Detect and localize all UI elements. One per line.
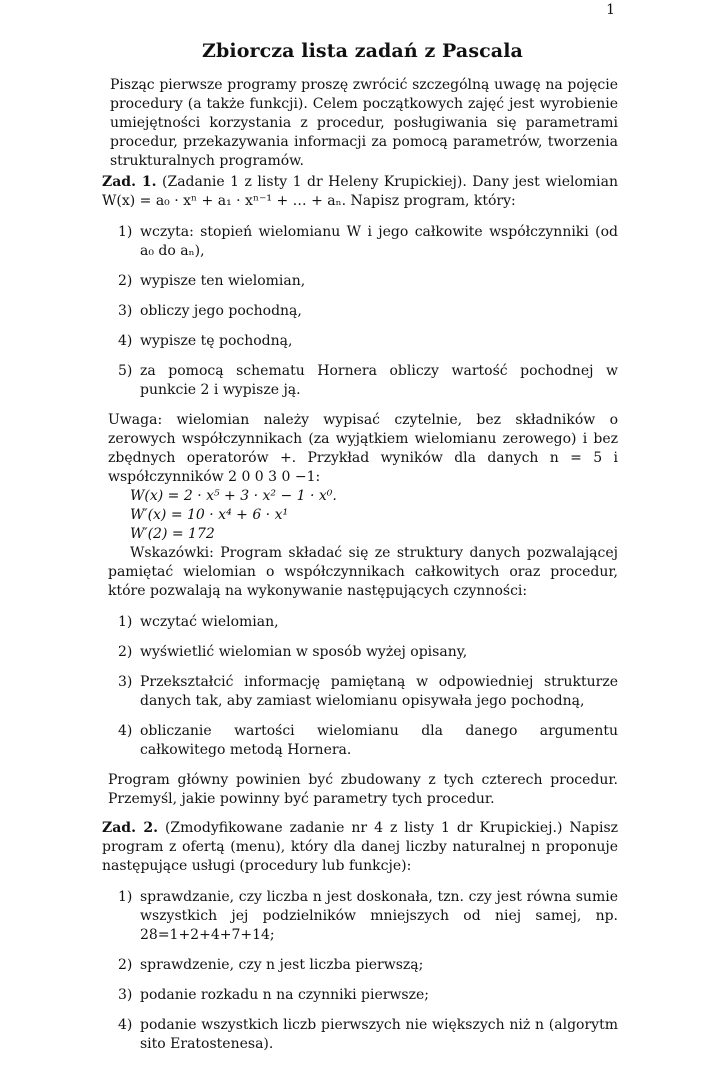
item-number: 3)	[118, 987, 133, 1003]
list-item	[108, 302, 618, 321]
list-item	[108, 956, 618, 975]
item-text: obliczanie wartości wielomianu dla danego argumentu całkowitego metodą Hornera.	[140, 723, 618, 758]
zad2-label: Zad. 2.	[102, 820, 158, 836]
item-number: 2)	[118, 273, 133, 289]
zad1-closing: Program główny powinien być zbudowany z tych czterech procedur. Przemyśl, jakie powinny być parametry tych procedur.	[108, 772, 618, 807]
item-text: wyświetlić wielomian w sposób wyżej opisany,	[140, 644, 468, 660]
item-number: 2)	[118, 644, 133, 660]
list-item	[108, 643, 618, 662]
page-title: Zbiorcza lista zadań z Pascala	[202, 40, 523, 62]
list-item	[108, 888, 618, 945]
item-text: wypisze tę pochodną,	[140, 333, 293, 349]
item-number: 4)	[118, 333, 133, 349]
list-item	[108, 722, 618, 760]
item-number: 3)	[118, 303, 133, 319]
item-number: 4)	[118, 723, 133, 739]
item-text: obliczy jego pochodną,	[140, 303, 302, 319]
item-number: 4)	[118, 1017, 133, 1033]
intro-paragraph: Pisząc pierwsze programy proszę zwrócić szczególną uwagę na pojęcie procedury (a także funkcji). Celem początkowych zajęć jest wyrobienie umiejętności korzystania z procedur, posługiwania się parametrami procedur, przekazywania informacji za pomocą parametrów, tworzenia strukturalnych programów.	[110, 77, 618, 169]
item-text: za pomocą schematu Hornera obliczy wartość pochodnej w punkcie 2 i wypisze ją.	[140, 363, 618, 398]
formula-line: W(x) = 2 · x⁵ + 3 · x² − 1 · x⁰.	[130, 488, 337, 504]
list-item	[108, 272, 618, 291]
item-text: podanie rozkadu n na czynniki pierwsze;	[140, 987, 429, 1003]
zad1-note: Uwaga: wielomian należy wypisać czytelnie, bez składników o zerowych współczynnikach (za wyjątkiem wielomianu zerowego) i bez zbędnych operatorów +. Przykład wyników dla danych n = 5 i współczynników 2 0 0 3 0 −1:	[108, 412, 618, 485]
formula-line: W′(x) = 10 · x⁴ + 6 · x¹	[130, 507, 289, 523]
list-item	[108, 1016, 618, 1054]
zad1-heading	[102, 173, 618, 211]
item-number: 1)	[118, 614, 133, 630]
item-text: podanie wszystkich liczb pierwszych nie większych niż n (algorytm sito Eratostenesa).	[140, 1017, 618, 1052]
item-text: wypisze ten wielomian,	[140, 273, 306, 289]
item-text: sprawdzanie, czy liczba n jest doskonała, tzn. czy jest równa sumie wszystkich jej podzielników mniejszych od niej samej, np. 28=1+2+4+7+14;	[140, 889, 618, 943]
list-item	[108, 223, 618, 261]
document-body	[102, 76, 619, 1065]
formula-line: W′(2) = 172	[130, 526, 215, 542]
list-item	[108, 673, 618, 711]
zad1-hints: Wskazówki: Program składać się ze struktury danych pozwalającej pamiętać wielomian o współczynnikach całkowitych oraz procedur, które pozwalają na wykonywanie następujących czynności:	[108, 545, 618, 599]
zad2-list	[108, 888, 618, 1054]
zad2-heading	[102, 819, 618, 876]
item-number: 3)	[118, 674, 133, 690]
item-number: 1)	[118, 224, 133, 240]
item-number: 1)	[118, 889, 133, 905]
item-text: sprawdzenie, czy n jest liczba pierwszą;	[140, 957, 424, 973]
list-item	[108, 362, 618, 400]
zad2-text: (Zmodyfikowane zadanie nr 4 z listy 1 dr Krupickiej.) Napisz program z ofertą (menu), który dla danej liczby naturalnej n proponuje następujące usługi (procedury lub funkcje):	[102, 820, 619, 874]
list-item	[108, 986, 618, 1005]
list-item	[108, 332, 618, 351]
page-number: 1	[606, 2, 615, 18]
item-number: 2)	[118, 957, 133, 973]
item-text: Przekształcić informację pamiętaną w odpowiedniej strukturze danych tak, aby zamiast wielomianu opisywała jego pochodną,	[140, 674, 618, 709]
item-text: wczytać wielomian,	[140, 614, 279, 630]
zad1-label: Zad. 1.	[102, 174, 157, 190]
zad1-text: (Zadanie 1 z listy 1 dr Heleny Krupickiej). Dany jest wielomian W(x) = a₀ · xⁿ + a₁ · xⁿ⁻¹ + … + aₙ. Napisz program, który:	[102, 174, 619, 209]
list-item	[108, 613, 618, 632]
zad1-list	[108, 223, 618, 400]
item-text: wczyta: stopień wielomianu W i jego całkowite współczynniki (od a₀ do aₙ),	[140, 224, 618, 259]
zad1-hint-list	[108, 613, 618, 760]
item-number: 5)	[118, 363, 133, 379]
